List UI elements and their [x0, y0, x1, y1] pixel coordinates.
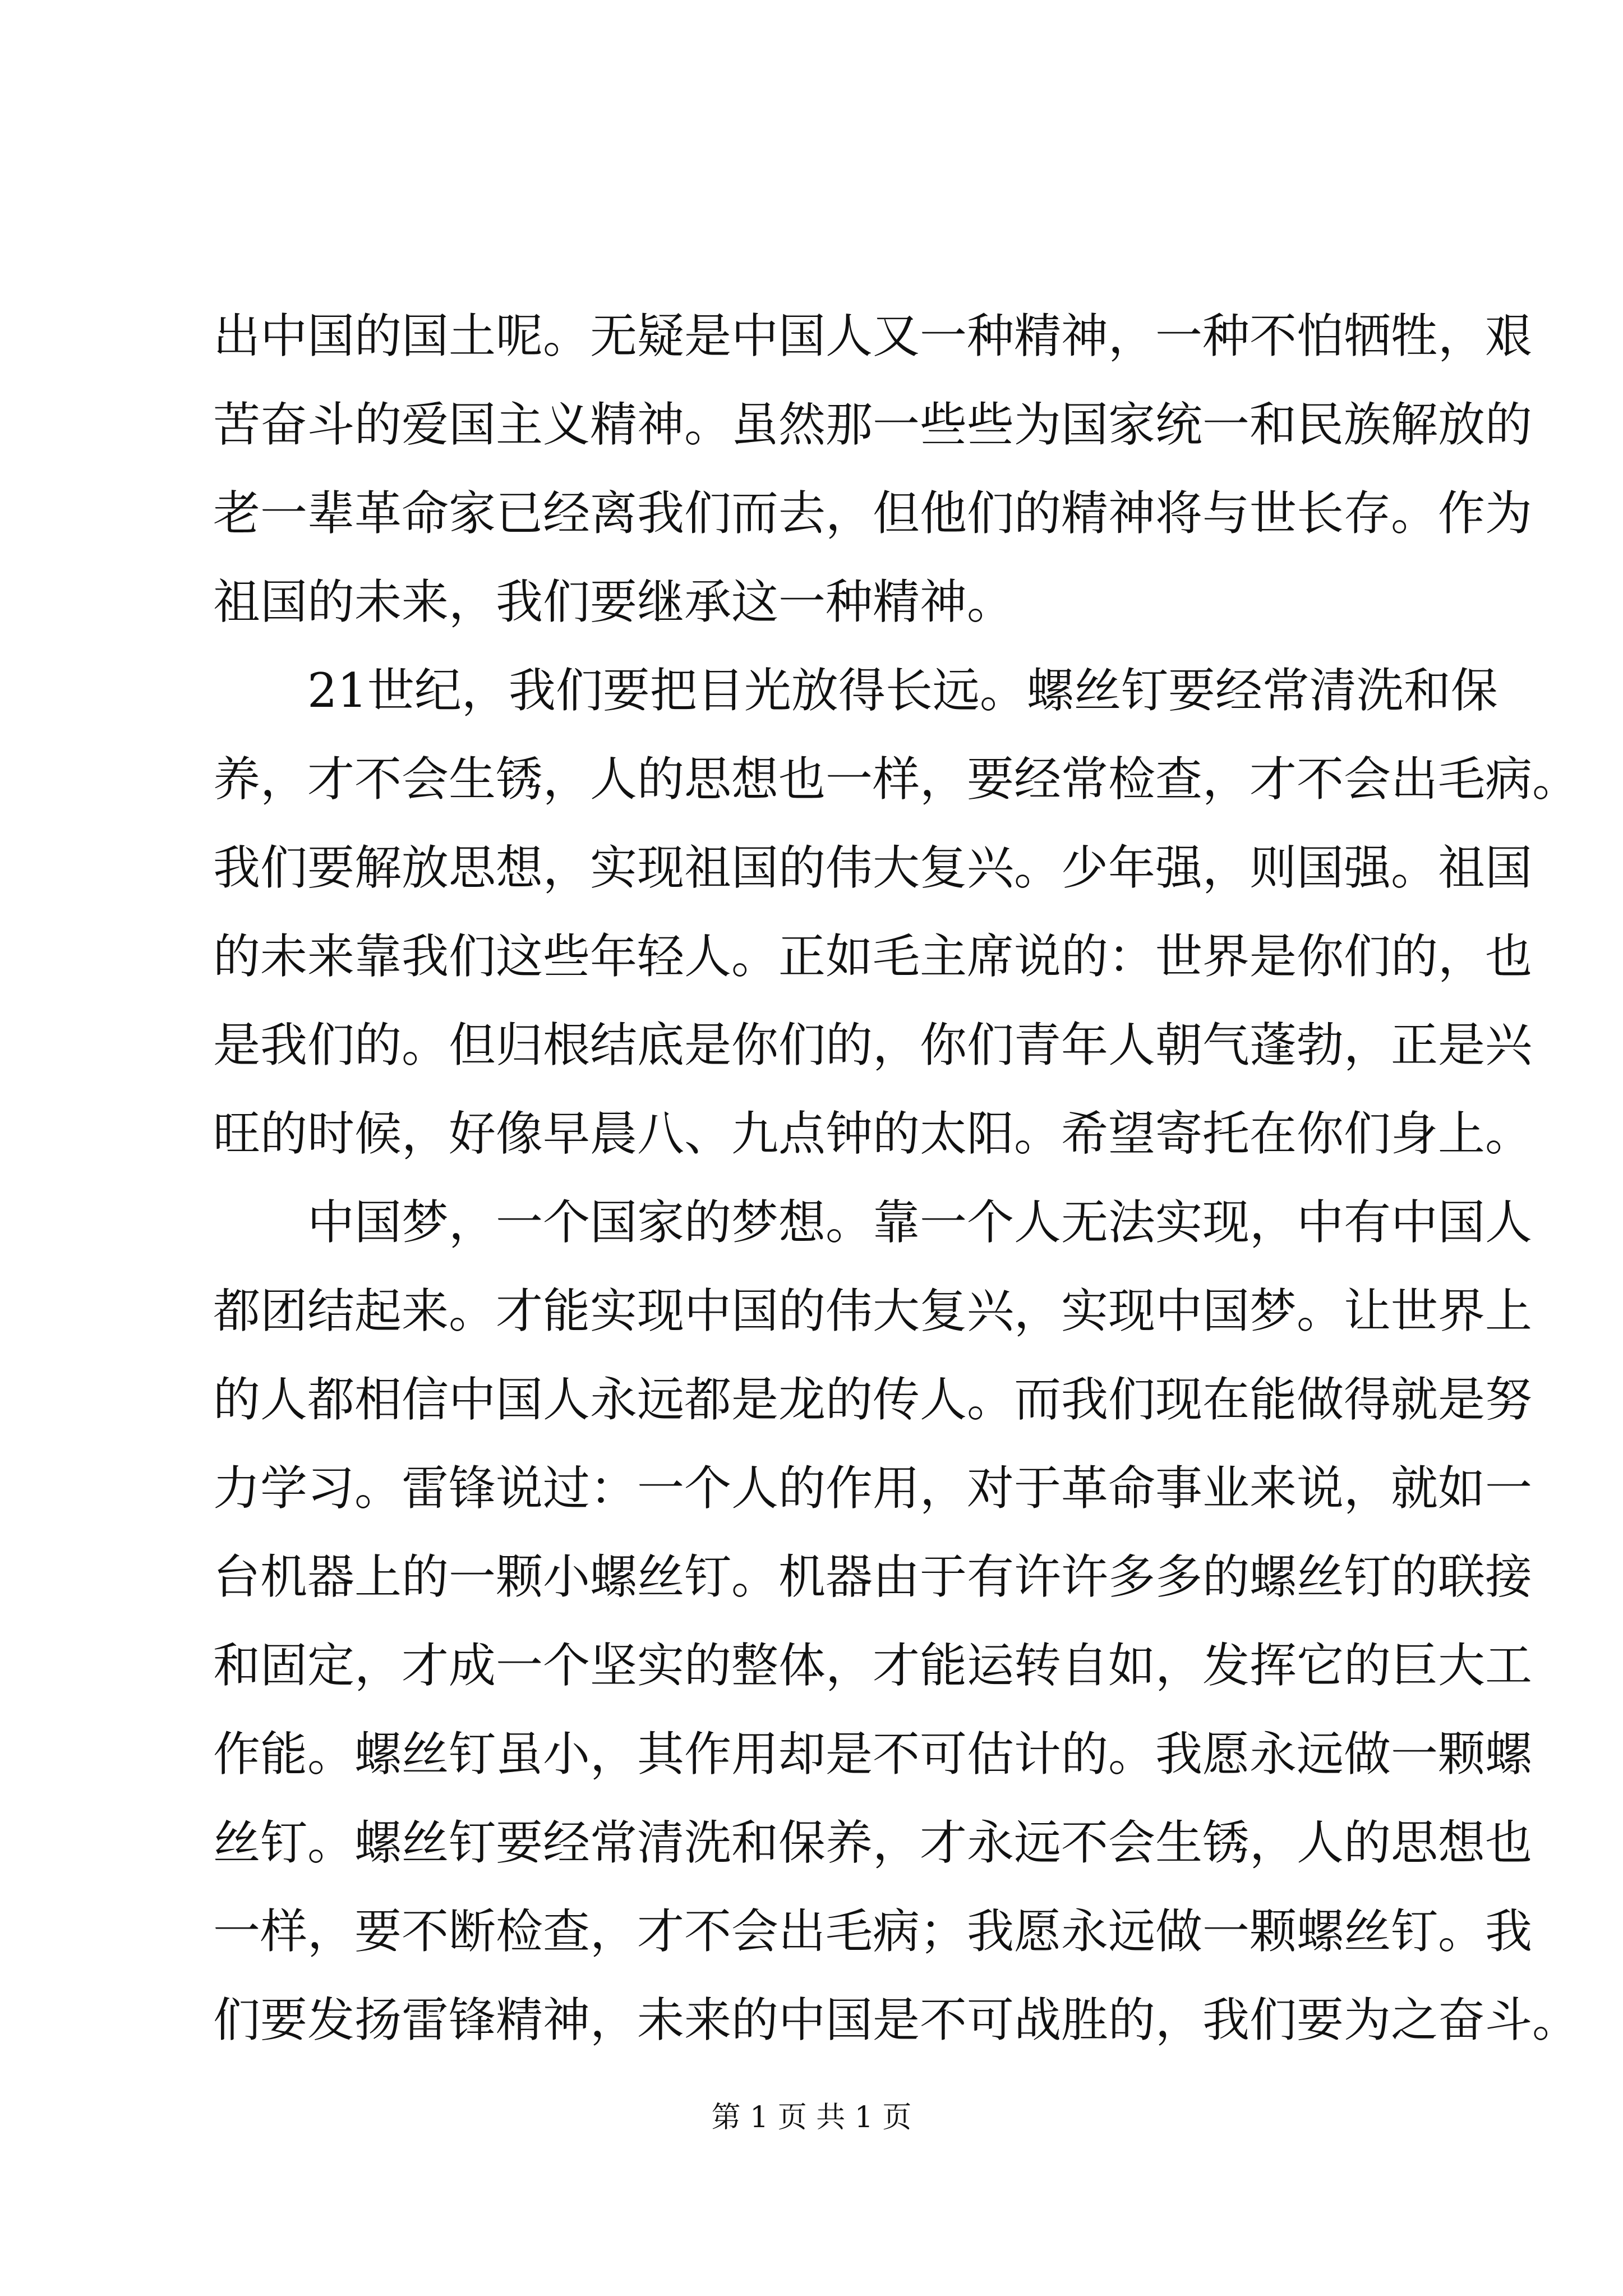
- paragraph-1-line-2: 苦奋斗的爱国主义精神。虽然那一些些为国家统一和民族解放的: [213, 397, 1533, 452]
- paragraph-3-line-2: 都团结起来。才能实现中国的伟大复兴，实现中国梦。让世界上: [213, 1283, 1533, 1338]
- paragraph-1-line-3: 老一辈革命家已经离我们而去，但他们的精神将与世长存。作为: [213, 486, 1533, 541]
- paragraph-3-line-9: 一样，要不断检查，才不会出毛病；我愿永远做一颗螺丝钉。我: [213, 1904, 1533, 1959]
- paragraph-3-line-3: 的人都相信中国人永远都是龙的传人。而我们现在能做得就是努: [213, 1372, 1533, 1427]
- paragraph-2-line-1: 21世纪，我们要把目光放得长远。螺丝钉要经常清洗和保: [307, 663, 1498, 718]
- paragraph-3-line-5: 台机器上的一颗小螺丝钉。机器由于有许许多多的螺丝钉的联接: [213, 1549, 1533, 1604]
- page-footer: [0, 2098, 1623, 2137]
- paragraph-3-line-1: 中国梦，一个国家的梦想。靠一个人无法实现，中有中国人: [307, 1195, 1533, 1250]
- document-body: [213, 292, 1580, 2064]
- paragraph-3-line-6: 和固定，才成一个坚实的整体，才能运转自如，发挥它的巨大工: [213, 1638, 1533, 1693]
- paragraph-2-line-6: 旺的时候，好像早晨八、九点钟的太阳。希望寄托在你们身上。: [213, 1106, 1533, 1161]
- paragraph-3-line-4: 力学习。雷锋说过：一个人的作用，对于革命事业来说，就如一: [213, 1461, 1533, 1516]
- paragraph-2-line-3: 我们要解放思想，实现祖国的伟大复兴。少年强，则国强。祖国: [213, 840, 1533, 895]
- paragraph-2-line-5: 是我们的。但归根结底是你们的，你们青年人朝气蓬勃，正是兴: [213, 1018, 1533, 1073]
- paragraph-3-line-7: 作能。螺丝钉虽小，其作用却是不可估计的。我愿永远做一颗螺: [213, 1727, 1533, 1782]
- paragraph-1-line-1: 出中国的国土呢。无疑是中国人又一种精神，一种不怕牺牲，艰: [213, 309, 1533, 364]
- page-number-label: 第 1 页 共 1 页: [711, 2101, 912, 2134]
- paragraph-2-line-4: 的未来靠我们这些年轻人。正如毛主席说的：世界是你们的，也: [213, 929, 1533, 984]
- paragraph-3-line-8: 丝钉。螺丝钉要经常清洗和保养，才永远不会生锈，人的思想也: [213, 1815, 1533, 1870]
- paragraph-1-line-4: 祖国的未来，我们要继承这一种精神。: [213, 574, 1015, 629]
- paragraph-3-line-10: 们要发扬雷锋精神，未来的中国是不可战胜的，我们要为之奋斗。: [213, 1993, 1580, 2047]
- paragraph-2-line-2: 养，才不会生锈，人的思想也一样，要经常检查，才不会出毛病。: [213, 752, 1580, 807]
